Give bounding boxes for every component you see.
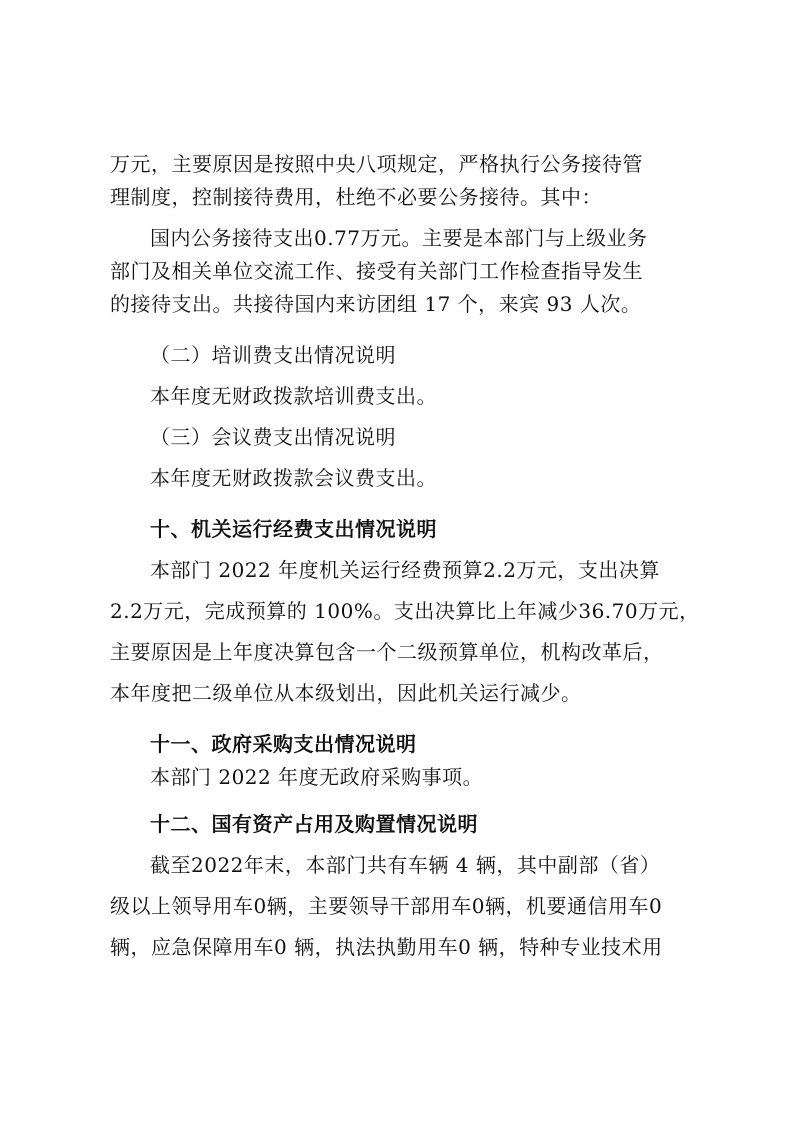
section-operating-expenses [110,513,700,710]
text-line: 2.2万元，完成预算的 100%。支出决算比上年减少36.70万元， [110,599,700,623]
text-line: 的接待支出。共接待国内来访团组 17 个，来宾 93 人次。 [110,292,642,316]
section-heading: 十、机关运行经费支出情况说明 [150,517,437,541]
section-state-assets [110,808,690,964]
paragraph-domestic-reception [110,222,690,321]
text-line: 级以上领导用车0辆，主要领导干部用车0辆，机要通信用车0 [110,894,663,918]
section-procurement [110,728,690,794]
text-line: 国内公务接待支出0.77万元。主要是本部门与上级业务 [150,226,648,250]
text-line: 万元，主要原因是按照中央八项规定，严格执行公务接待管 [110,152,643,176]
text-line: 本年度把二级单位从本级划出，因此机关运行减少。 [110,681,582,705]
text-line: 部门及相关单位交流工作、接受有关部门工作检查指导发生 [110,259,643,283]
text-line: 截至2022年末，本部门共有车辆 4 辆，其中副部（省） [150,853,661,877]
text-line: 理制度，控制接待费用，杜绝不必要公务接待。其中： [110,185,602,209]
text-line: 本部门 2022 年度机关运行经费预算2.2万元，支出决算 [150,558,660,582]
text-line: 本部门 2022 年度无政府采购事项。 [150,765,484,789]
section-meeting [110,421,690,495]
subsection-title: （二）培训费支出情况说明 [150,343,396,367]
text-line: 本年度无财政拨款会议费支出。 [150,466,437,490]
text-line: 主要原因是上年度决算包含一个二级预算单位，机构改革后， [110,640,664,664]
section-heading: 十一、政府采购支出情况说明 [150,732,417,756]
section-training [110,339,690,413]
subsection-title: （三）会议费支出情况说明 [150,425,396,449]
paragraph-reception-reason [110,148,690,214]
document-page [110,148,700,964]
text-line: 辆，应急保障用车0 辆，执法执勤用车0 辆，特种专业技术用 [110,935,663,959]
section-heading: 十二、国有资产占用及购置情况说明 [150,812,478,836]
text-line: 本年度无财政拨款培训费支出。 [150,384,437,408]
